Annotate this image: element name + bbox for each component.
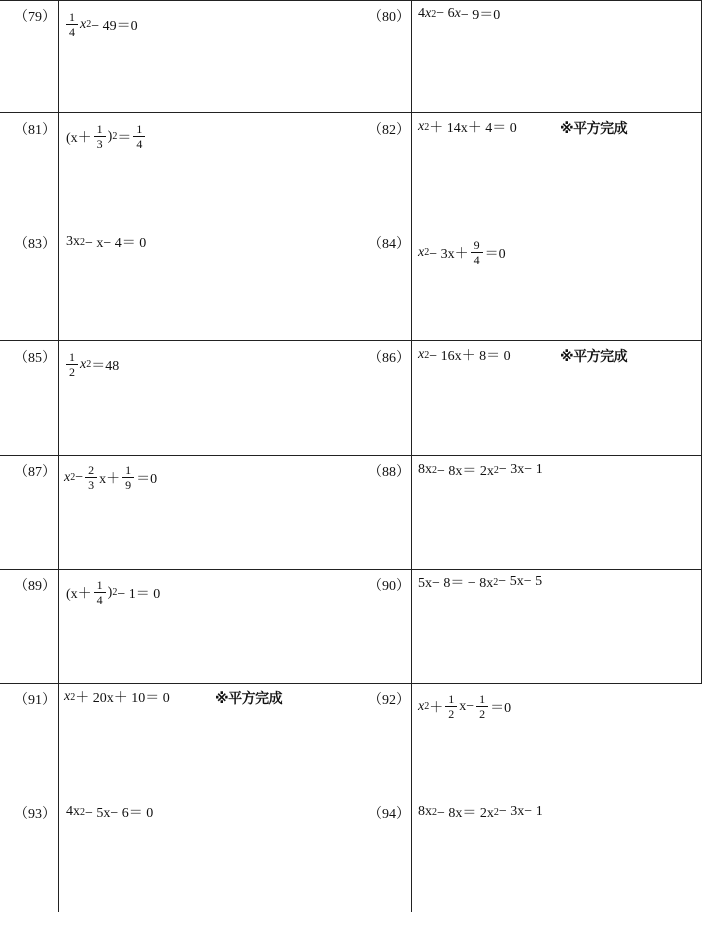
problem-93-equation: 4x 2 − 5x− 6＝ 0	[66, 804, 154, 821]
problem-number: （93）	[14, 807, 56, 822]
problem-92-equation: x 2 ＋ $\frac{1}{2}$ x− $\frac{1}{2}$ ＝0	[418, 692, 512, 721]
column-divider-middle	[411, 0, 412, 912]
row-divider	[0, 112, 702, 113]
column-divider-left	[58, 0, 59, 912]
problem-number: （94）	[368, 807, 410, 822]
problem-number: （85）	[14, 351, 56, 366]
problem-number: （90）	[368, 579, 410, 594]
problem-86-equation: x 2 − 16x＋ 8＝ 0	[418, 347, 511, 364]
problem-83-equation: 3x 2 − x− 4＝ 0	[66, 234, 147, 251]
problem-number: （91）	[14, 693, 56, 708]
completing-square-note: ※平方完成	[560, 349, 628, 365]
row-divider	[0, 683, 702, 684]
problem-number: （82）	[368, 123, 410, 138]
problem-85-equation: $\frac{1}{2}$ x 2 ＝48	[64, 350, 119, 379]
problem-82-equation: x 2 ＋ 14x＋ 4＝ 0	[418, 119, 517, 136]
completing-square-note: ※平方完成	[560, 121, 628, 137]
problem-94-equation: 8x 2 − 8x＝ 2x 2 − 3x− 1	[418, 804, 543, 821]
row-divider	[0, 340, 702, 341]
problem-79-equation: $\frac{1}{4}$ x 2 − 49＝0	[64, 10, 138, 39]
problem-84-equation: x 2 − 3x＋ $\frac{9}{4}$ ＝0	[418, 238, 506, 267]
problem-87-equation: x 2 − $\frac{2}{3}$ x＋ $\frac{1}{9}$ ＝0	[64, 463, 158, 492]
problem-number: （83）	[14, 237, 56, 252]
row-divider	[0, 455, 702, 456]
problem-89-equation: (x＋ $\frac{1}{4}$ ) 2 − 1＝ 0	[66, 578, 161, 607]
row-divider	[0, 569, 702, 570]
problem-number: （79）	[14, 10, 56, 25]
problem-number: （87）	[14, 465, 56, 480]
problem-88-equation: 8x 2 − 8x＝ 2x 2 − 3x− 1	[418, 462, 543, 479]
problem-number: （92）	[368, 693, 410, 708]
problem-number: （81）	[14, 123, 56, 138]
problem-80-equation: 4 x 2 − 6 x − 9＝0	[418, 6, 501, 23]
completing-square-note: ※平方完成	[215, 691, 283, 707]
problem-number: （88）	[368, 465, 410, 480]
problem-90-equation: 5x− 8＝ − 8x 2 − 5x− 5	[418, 574, 543, 591]
column-divider-right	[701, 0, 702, 683]
problem-91-equation: x 2 ＋ 20x＋ 10＝ 0	[64, 689, 170, 706]
problem-number: （86）	[368, 351, 410, 366]
problem-number: （84）	[368, 237, 410, 252]
problem-81-equation: (x＋ $\frac{1}{3}$ ) 2 ＝ $\frac{1}{4}$	[66, 122, 147, 151]
problem-number: （89）	[14, 579, 56, 594]
row-divider	[0, 0, 702, 1]
problem-number: （80）	[368, 10, 410, 25]
